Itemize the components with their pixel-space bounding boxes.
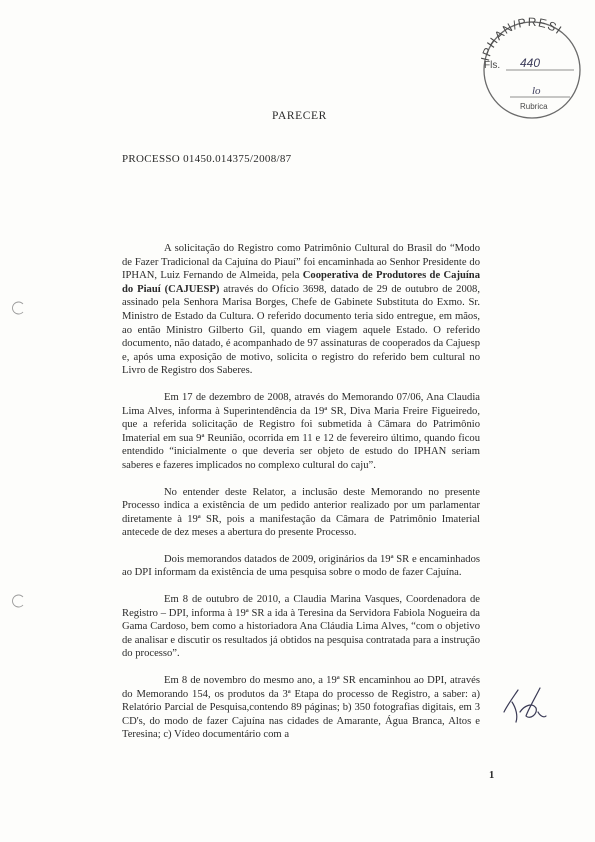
paragraph-3: No entender deste Relator, a inclusão deste Memorando no presente Processo indica a existência de um pedido anterior realizado por um parlamentar diretamente à 19ª SR, pois a manifestação da Câmara de Patrimônio Imaterial antecede de dez meses a abertura do presente Processo.: [122, 486, 480, 539]
stamp-page-no: 440: [520, 56, 541, 70]
paragraph-1-text-a: A solicitação do Registro como Patrimônio Cultural do Brasil do “Modo de Fazer Tradicional da Cajuína do Piauí” foi encaminhada ao Senhor Presidente do IPHAN, Luiz Fernando de Almeida, pela: [122, 243, 480, 282]
paragraph-1-text-b: através do Ofício 3698, datado de 29 de outubro de 2008, assinado pela Senhora Marisa Borges, Chefe de Gabinete Substituta do Exmo. Sr. Ministro de Estado da Cultura. O referido documento teria sido entregue, em mãos, ao então Ministro Gilberto Gil, quando em viagem aquele Estado. O referido documento, não datado, é acompanhado de 97 assinaturas de cooperados da Cajuesp e, após uma exposição de motivo, solicita o registro do referido bem cultural no Livro de Registro dos Saberes.: [122, 283, 481, 377]
paragraph-6: Em 8 de novembro do mesmo ano, a 19ª SR encaminhou ao DPI, através do Memorando 154, os produtos da 3ª Etapa do processo de Registro, a saber: a) Relatório Parcial de Pesquisa,contendo 89 páginas; b) 350 fotografias digitais, em 3 CD's, do modo de fazer Cajuína nas cidades de Amarante, Água Branca, Altos e Teresina; c) Vídeo documentário com a: [122, 675, 480, 741]
paragraph-1: [122, 242, 480, 378]
paragraph-4: Dois memorandos datados de 2009, originários da 19ª SR e encaminhados ao DPI informam da existência de uma pesquisa sobre o modo de fazer Cajuína.: [122, 553, 480, 579]
paragraph-5: Em 8 de outubro de 2010, a Claudia Marina Vasques, Coordenadora de Registro – DPI, informa à 19ª SR a ida à Teresina da Servidora Fabiola Nogueira da Gama Cardoso, bem como a historiadora Ana Cláudia Lima Alves, “com o objetivo de analisar e discutir os resultados já obtidos na pesquisa contratada para a instrução do processo”.: [122, 594, 480, 660]
stamp-agency: IPHAN/PRESI: [478, 14, 565, 63]
document-title: PARECER: [272, 110, 327, 122]
handwritten-rubric: [498, 682, 550, 728]
punch-hole-top: [12, 301, 26, 315]
punch-hole-bottom: [12, 594, 26, 608]
paragraph-2: Em 17 de dezembro de 2008, através do Memorando 07/06, Ana Claudia Lima Alves, informa à Superintendência da 19ª SR, Diva Maria Freire Figueiredo, que a referida solicitação de Registro foi submetida à Câmara do Patrimônio Imaterial em sua 9ª Reunião, ocorrida em 11 e 12 de fevereiro último, quando ficou entendido “inicialmente o que deveria ser objeto de estudo do IPHAN seriam saberes e fazeres implicados no complexo cultural do caju”.: [122, 391, 480, 471]
stamp-rubrica: Rubrica: [520, 102, 548, 111]
stamp-initials: lo: [532, 85, 541, 97]
stamp-fls-label: Fls.: [484, 60, 501, 71]
paragraph-1-bold: Cooperativa de Produtores de Cajuína do Piauí (CAJUESP): [122, 270, 480, 295]
process-number: PROCESSO 01450.014375/2008/87: [122, 153, 292, 165]
iphan-stamp: [470, 8, 592, 120]
document-body: [122, 242, 480, 755]
page-number: 1: [489, 770, 495, 781]
